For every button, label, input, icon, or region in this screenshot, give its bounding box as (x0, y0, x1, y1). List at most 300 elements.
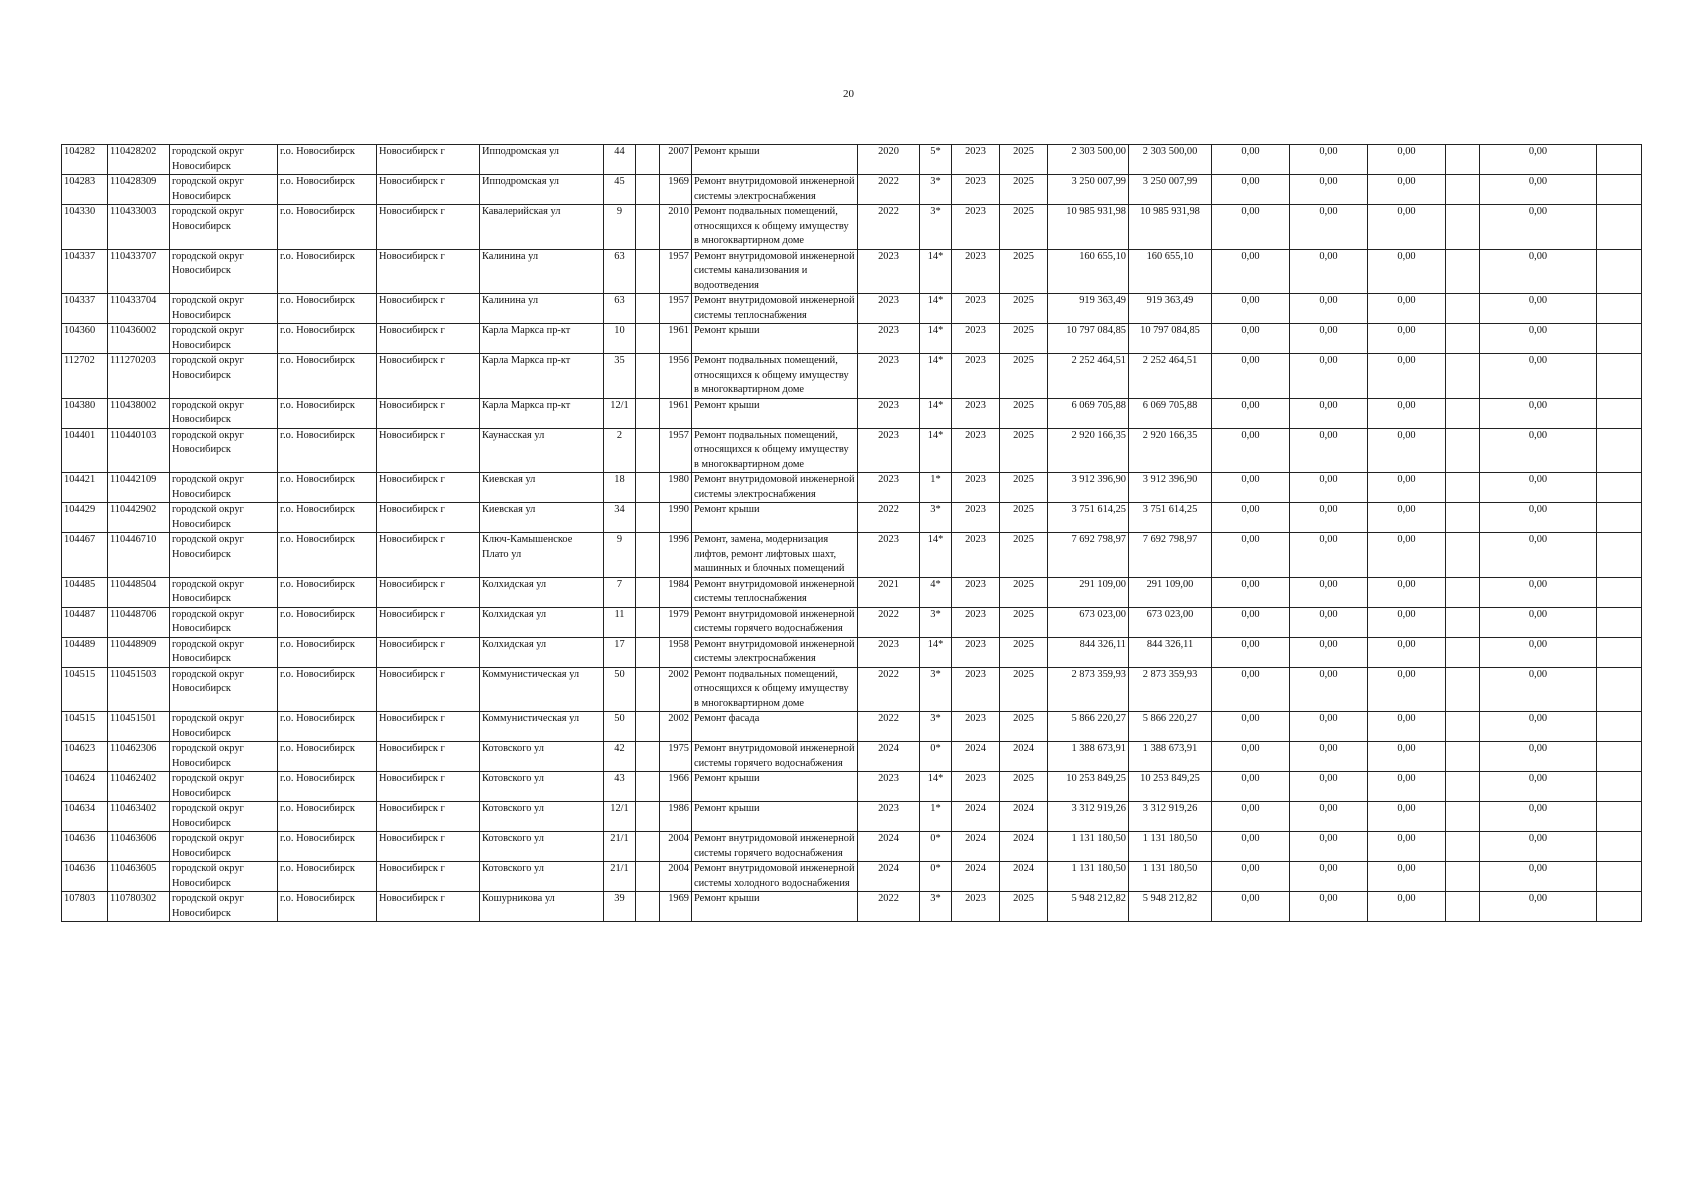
row-cost-fund: 7 692 798,97 (1129, 533, 1212, 578)
row-house: 42 (604, 742, 636, 772)
row-value-2: 0,00 (1290, 832, 1368, 862)
row-cost-total: 10 985 931,98 (1048, 205, 1129, 250)
row-cost-total: 844 326,11 (1048, 637, 1129, 667)
row-year-planned: 2023 (858, 533, 920, 578)
row-cost-total: 2 303 500,00 (1048, 145, 1129, 175)
row-building (636, 607, 660, 637)
row-year-end: 2025 (1000, 637, 1048, 667)
row-year-end: 2025 (1000, 205, 1048, 250)
row-street: Колхидская ул (480, 607, 604, 637)
row-blank-2 (1597, 428, 1642, 473)
row-blank-1 (1446, 398, 1480, 428)
row-code: 110433704 (108, 294, 170, 324)
row-blank-2 (1597, 324, 1642, 354)
row-cost-fund: 5 948 212,82 (1129, 892, 1212, 922)
row-value-1: 0,00 (1212, 772, 1290, 802)
row-value-3: 0,00 (1368, 354, 1446, 399)
row-building (636, 832, 660, 862)
row-blank-1 (1446, 802, 1480, 832)
row-house: 39 (604, 892, 636, 922)
row-settlement-type: г.о. Новосибирск (278, 175, 377, 205)
row-value-2: 0,00 (1290, 294, 1368, 324)
row-id: 104515 (62, 667, 108, 712)
row-year-planned: 2022 (858, 712, 920, 742)
row-year-end: 2025 (1000, 473, 1048, 503)
row-cost-fund: 6 069 705,88 (1129, 398, 1212, 428)
row-work-type: Ремонт подвальных помещений, относящихся к общему имуществу в многоквартирном доме (692, 354, 858, 399)
row-cost-total: 7 692 798,97 (1048, 533, 1129, 578)
row-work-type: Ремонт фасада (692, 712, 858, 742)
row-note: 1* (920, 473, 952, 503)
row-blank-2 (1597, 712, 1642, 742)
row-year-planned: 2022 (858, 667, 920, 712)
row-settlement-type: г.о. Новосибирск (278, 428, 377, 473)
row-settlement-type: г.о. Новосибирск (278, 324, 377, 354)
row-street: Котовского ул (480, 772, 604, 802)
row-value-2: 0,00 (1290, 667, 1368, 712)
row-year-end: 2025 (1000, 503, 1048, 533)
row-built-year: 1984 (660, 577, 692, 607)
row-building (636, 503, 660, 533)
row-code: 111270203 (108, 354, 170, 399)
row-locality: Новосибирск г (377, 324, 480, 354)
row-value-3: 0,00 (1368, 772, 1446, 802)
row-note: 14* (920, 294, 952, 324)
row-work-type: Ремонт внутридомовой инженерной системы электроснабжения (692, 473, 858, 503)
row-id: 104360 (62, 324, 108, 354)
row-building (636, 802, 660, 832)
row-municipality: городской округ Новосибирск (170, 324, 278, 354)
row-year-planned: 2022 (858, 503, 920, 533)
row-building (636, 533, 660, 578)
row-work-type: Ремонт, замена, модернизация лифтов, ремонт лифтовых шахт, машинных и блочных помещений (692, 533, 858, 578)
row-value-4: 0,00 (1480, 473, 1597, 503)
row-locality: Новосибирск г (377, 473, 480, 503)
row-year-end: 2025 (1000, 324, 1048, 354)
row-work-type: Ремонт подвальных помещений, относящихся к общему имуществу в многоквартирном доме (692, 667, 858, 712)
row-street: Колхидская ул (480, 577, 604, 607)
row-cost-total: 291 109,00 (1048, 577, 1129, 607)
row-street: Котовского ул (480, 832, 604, 862)
row-house: 18 (604, 473, 636, 503)
row-year-start: 2023 (952, 533, 1000, 578)
row-street: Котовского ул (480, 742, 604, 772)
row-value-4: 0,00 (1480, 832, 1597, 862)
row-year-end: 2025 (1000, 354, 1048, 399)
row-building (636, 294, 660, 324)
row-code: 110442902 (108, 503, 170, 533)
row-value-4: 0,00 (1480, 205, 1597, 250)
row-value-2: 0,00 (1290, 712, 1368, 742)
row-settlement-type: г.о. Новосибирск (278, 832, 377, 862)
row-cost-total: 1 131 180,50 (1048, 832, 1129, 862)
row-work-type: Ремонт крыши (692, 324, 858, 354)
row-work-type: Ремонт внутридомовой инженерной системы горячего водоснабжения (692, 832, 858, 862)
table-row (62, 577, 1642, 607)
row-blank-1 (1446, 503, 1480, 533)
row-blank-1 (1446, 145, 1480, 175)
row-blank-2 (1597, 294, 1642, 324)
row-blank-1 (1446, 324, 1480, 354)
row-year-start: 2023 (952, 145, 1000, 175)
row-note: 14* (920, 398, 952, 428)
row-municipality: городской округ Новосибирск (170, 145, 278, 175)
row-value-3: 0,00 (1368, 175, 1446, 205)
row-settlement-type: г.о. Новосибирск (278, 892, 377, 922)
row-id: 112702 (62, 354, 108, 399)
row-value-3: 0,00 (1368, 802, 1446, 832)
row-code: 110462402 (108, 772, 170, 802)
row-municipality: городской округ Новосибирск (170, 862, 278, 892)
row-street: Киевская ул (480, 503, 604, 533)
row-built-year: 2004 (660, 862, 692, 892)
row-locality: Новосибирск г (377, 577, 480, 607)
row-value-3: 0,00 (1368, 577, 1446, 607)
row-municipality: городской округ Новосибирск (170, 249, 278, 294)
row-cost-total: 160 655,10 (1048, 249, 1129, 294)
row-blank-1 (1446, 712, 1480, 742)
row-note: 0* (920, 832, 952, 862)
row-house: 50 (604, 667, 636, 712)
row-year-start: 2024 (952, 802, 1000, 832)
row-value-2: 0,00 (1290, 398, 1368, 428)
table-row (62, 175, 1642, 205)
row-value-2: 0,00 (1290, 324, 1368, 354)
row-built-year: 1969 (660, 892, 692, 922)
row-year-start: 2023 (952, 205, 1000, 250)
row-value-3: 0,00 (1368, 892, 1446, 922)
row-value-4: 0,00 (1480, 802, 1597, 832)
row-cost-total: 919 363,49 (1048, 294, 1129, 324)
row-year-planned: 2023 (858, 294, 920, 324)
row-year-start: 2024 (952, 862, 1000, 892)
row-house: 12/1 (604, 802, 636, 832)
row-blank-2 (1597, 862, 1642, 892)
row-building (636, 892, 660, 922)
row-blank-1 (1446, 354, 1480, 399)
row-value-2: 0,00 (1290, 772, 1368, 802)
row-building (636, 324, 660, 354)
row-id: 104623 (62, 742, 108, 772)
row-value-3: 0,00 (1368, 712, 1446, 742)
row-value-2: 0,00 (1290, 637, 1368, 667)
row-blank-2 (1597, 577, 1642, 607)
row-street: Кавалерийская ул (480, 205, 604, 250)
row-cost-fund: 10 253 849,25 (1129, 772, 1212, 802)
row-house: 35 (604, 354, 636, 399)
row-blank-2 (1597, 473, 1642, 503)
row-value-4: 0,00 (1480, 145, 1597, 175)
row-value-4: 0,00 (1480, 742, 1597, 772)
row-locality: Новосибирск г (377, 428, 480, 473)
row-year-end: 2025 (1000, 175, 1048, 205)
row-street: Котовского ул (480, 802, 604, 832)
row-blank-2 (1597, 637, 1642, 667)
row-value-2: 0,00 (1290, 862, 1368, 892)
row-id: 104489 (62, 637, 108, 667)
row-cost-total: 2 920 166,35 (1048, 428, 1129, 473)
row-value-3: 0,00 (1368, 533, 1446, 578)
row-value-3: 0,00 (1368, 607, 1446, 637)
row-locality: Новосибирск г (377, 175, 480, 205)
row-year-planned: 2024 (858, 742, 920, 772)
row-locality: Новосибирск г (377, 802, 480, 832)
row-id: 104634 (62, 802, 108, 832)
row-cost-fund: 10 985 931,98 (1129, 205, 1212, 250)
row-value-1: 0,00 (1212, 533, 1290, 578)
row-blank-1 (1446, 862, 1480, 892)
row-value-1: 0,00 (1212, 742, 1290, 772)
row-cost-fund: 673 023,00 (1129, 607, 1212, 637)
row-built-year: 1957 (660, 294, 692, 324)
row-street: Карла Маркса пр-кт (480, 354, 604, 399)
row-year-start: 2023 (952, 637, 1000, 667)
row-value-4: 0,00 (1480, 249, 1597, 294)
row-value-2: 0,00 (1290, 145, 1368, 175)
table-row (62, 533, 1642, 578)
row-id: 104636 (62, 832, 108, 862)
row-street: Кошурникова ул (480, 892, 604, 922)
row-value-1: 0,00 (1212, 637, 1290, 667)
row-code: 110451501 (108, 712, 170, 742)
row-built-year: 1996 (660, 533, 692, 578)
row-locality: Новосибирск г (377, 503, 480, 533)
row-id: 104624 (62, 772, 108, 802)
row-note: 14* (920, 324, 952, 354)
row-building (636, 712, 660, 742)
row-code: 110451503 (108, 667, 170, 712)
table-row (62, 324, 1642, 354)
row-municipality: городской округ Новосибирск (170, 832, 278, 862)
row-year-planned: 2023 (858, 324, 920, 354)
row-code: 110448706 (108, 607, 170, 637)
row-year-planned: 2023 (858, 398, 920, 428)
row-street: Каунасская ул (480, 428, 604, 473)
row-work-type: Ремонт внутридомовой инженерной системы горячего водоснабжения (692, 742, 858, 772)
row-cost-total: 6 069 705,88 (1048, 398, 1129, 428)
row-value-2: 0,00 (1290, 802, 1368, 832)
row-work-type: Ремонт внутридомовой инженерной системы электроснабжения (692, 175, 858, 205)
row-note: 0* (920, 742, 952, 772)
row-locality: Новосибирск г (377, 354, 480, 399)
row-note: 3* (920, 175, 952, 205)
row-built-year: 2007 (660, 145, 692, 175)
row-note: 14* (920, 772, 952, 802)
row-house: 21/1 (604, 862, 636, 892)
row-year-end: 2024 (1000, 832, 1048, 862)
row-cost-fund: 3 250 007,99 (1129, 175, 1212, 205)
repair-register-table (61, 144, 1642, 922)
row-cost-fund: 10 797 084,85 (1129, 324, 1212, 354)
row-note: 14* (920, 428, 952, 473)
row-settlement-type: г.о. Новосибирск (278, 712, 377, 742)
row-settlement-type: г.о. Новосибирск (278, 862, 377, 892)
row-work-type: Ремонт внутридомовой инженерной системы теплоснабжения (692, 294, 858, 324)
row-municipality: городской округ Новосибирск (170, 577, 278, 607)
table-row (62, 892, 1642, 922)
row-value-4: 0,00 (1480, 175, 1597, 205)
row-id: 104282 (62, 145, 108, 175)
row-blank-2 (1597, 607, 1642, 637)
row-year-start: 2023 (952, 892, 1000, 922)
row-municipality: городской округ Новосибирск (170, 354, 278, 399)
row-value-1: 0,00 (1212, 802, 1290, 832)
row-settlement-type: г.о. Новосибирск (278, 533, 377, 578)
row-value-3: 0,00 (1368, 249, 1446, 294)
row-cost-fund: 291 109,00 (1129, 577, 1212, 607)
row-work-type: Ремонт крыши (692, 802, 858, 832)
row-street: Калинина ул (480, 249, 604, 294)
row-blank-2 (1597, 205, 1642, 250)
row-value-4: 0,00 (1480, 533, 1597, 578)
row-cost-fund: 3 751 614,25 (1129, 503, 1212, 533)
row-settlement-type: г.о. Новосибирск (278, 205, 377, 250)
row-locality: Новосибирск г (377, 712, 480, 742)
row-street: Коммунистическая ул (480, 667, 604, 712)
row-note: 14* (920, 637, 952, 667)
row-blank-2 (1597, 892, 1642, 922)
row-settlement-type: г.о. Новосибирск (278, 473, 377, 503)
row-value-3: 0,00 (1368, 324, 1446, 354)
row-code: 110448504 (108, 577, 170, 607)
row-code: 110462306 (108, 742, 170, 772)
row-building (636, 205, 660, 250)
row-value-1: 0,00 (1212, 712, 1290, 742)
row-work-type: Ремонт крыши (692, 503, 858, 533)
row-blank-2 (1597, 398, 1642, 428)
row-year-planned: 2023 (858, 428, 920, 473)
row-value-3: 0,00 (1368, 742, 1446, 772)
row-work-type: Ремонт крыши (692, 398, 858, 428)
row-value-3: 0,00 (1368, 862, 1446, 892)
row-id: 104515 (62, 712, 108, 742)
row-value-1: 0,00 (1212, 249, 1290, 294)
row-locality: Новосибирск г (377, 249, 480, 294)
row-year-start: 2024 (952, 832, 1000, 862)
row-blank-1 (1446, 832, 1480, 862)
row-locality: Новосибирск г (377, 832, 480, 862)
row-note: 4* (920, 577, 952, 607)
row-value-4: 0,00 (1480, 577, 1597, 607)
row-municipality: городской округ Новосибирск (170, 294, 278, 324)
row-municipality: городской округ Новосибирск (170, 175, 278, 205)
row-year-planned: 2023 (858, 802, 920, 832)
row-building (636, 637, 660, 667)
row-year-planned: 2023 (858, 249, 920, 294)
row-id: 104283 (62, 175, 108, 205)
row-house: 43 (604, 772, 636, 802)
row-building (636, 428, 660, 473)
row-municipality: городской округ Новосибирск (170, 398, 278, 428)
row-year-planned: 2021 (858, 577, 920, 607)
row-street: Ключ-Камышенское Плато ул (480, 533, 604, 578)
table-row (62, 862, 1642, 892)
row-value-1: 0,00 (1212, 577, 1290, 607)
row-value-4: 0,00 (1480, 892, 1597, 922)
row-year-start: 2023 (952, 249, 1000, 294)
table-row (62, 205, 1642, 250)
row-blank-2 (1597, 145, 1642, 175)
row-value-1: 0,00 (1212, 428, 1290, 473)
row-street: Карла Маркса пр-кт (480, 398, 604, 428)
row-blank-1 (1446, 249, 1480, 294)
row-year-start: 2023 (952, 294, 1000, 324)
table-row (62, 742, 1642, 772)
row-code: 110780302 (108, 892, 170, 922)
row-cost-fund: 2 252 464,51 (1129, 354, 1212, 399)
row-work-type: Ремонт крыши (692, 772, 858, 802)
row-value-1: 0,00 (1212, 205, 1290, 250)
row-value-2: 0,00 (1290, 503, 1368, 533)
row-id: 104380 (62, 398, 108, 428)
table-row (62, 832, 1642, 862)
row-work-type: Ремонт внутридомовой инженерной системы горячего водоснабжения (692, 607, 858, 637)
row-work-type: Ремонт крыши (692, 145, 858, 175)
row-value-4: 0,00 (1480, 607, 1597, 637)
row-cost-total: 673 023,00 (1048, 607, 1129, 637)
row-year-end: 2025 (1000, 892, 1048, 922)
row-value-4: 0,00 (1480, 428, 1597, 473)
row-blank-1 (1446, 892, 1480, 922)
row-cost-total: 3 250 007,99 (1048, 175, 1129, 205)
row-code: 110442109 (108, 473, 170, 503)
row-blank-2 (1597, 533, 1642, 578)
row-year-planned: 2022 (858, 205, 920, 250)
page-number: 20 (843, 88, 854, 100)
row-value-1: 0,00 (1212, 324, 1290, 354)
row-note: 0* (920, 862, 952, 892)
row-built-year: 1956 (660, 354, 692, 399)
row-settlement-type: г.о. Новосибирск (278, 249, 377, 294)
row-value-2: 0,00 (1290, 249, 1368, 294)
row-work-type: Ремонт подвальных помещений, относящихся к общему имуществу в многоквартирном доме (692, 205, 858, 250)
row-value-4: 0,00 (1480, 637, 1597, 667)
row-building (636, 742, 660, 772)
row-work-type: Ремонт подвальных помещений, относящихся к общему имуществу в многоквартирном доме (692, 428, 858, 473)
table-row (62, 772, 1642, 802)
row-id: 104467 (62, 533, 108, 578)
row-blank-1 (1446, 533, 1480, 578)
row-blank-1 (1446, 577, 1480, 607)
row-cost-fund: 2 303 500,00 (1129, 145, 1212, 175)
row-built-year: 1966 (660, 772, 692, 802)
row-code: 110428309 (108, 175, 170, 205)
row-value-1: 0,00 (1212, 667, 1290, 712)
row-note: 3* (920, 205, 952, 250)
row-code: 110463402 (108, 802, 170, 832)
table-row (62, 249, 1642, 294)
row-blank-2 (1597, 354, 1642, 399)
row-building (636, 145, 660, 175)
row-year-start: 2023 (952, 473, 1000, 503)
row-id: 104487 (62, 607, 108, 637)
row-year-start: 2023 (952, 324, 1000, 354)
row-year-start: 2023 (952, 772, 1000, 802)
row-house: 63 (604, 249, 636, 294)
row-value-3: 0,00 (1368, 667, 1446, 712)
row-built-year: 2002 (660, 712, 692, 742)
row-note: 14* (920, 249, 952, 294)
row-cost-fund: 3 312 919,26 (1129, 802, 1212, 832)
table-row (62, 428, 1642, 473)
row-note: 3* (920, 607, 952, 637)
row-settlement-type: г.о. Новосибирск (278, 354, 377, 399)
row-cost-fund: 1 131 180,50 (1129, 832, 1212, 862)
row-value-2: 0,00 (1290, 205, 1368, 250)
row-code: 110433003 (108, 205, 170, 250)
row-municipality: городской округ Новосибирск (170, 712, 278, 742)
row-house: 50 (604, 712, 636, 742)
